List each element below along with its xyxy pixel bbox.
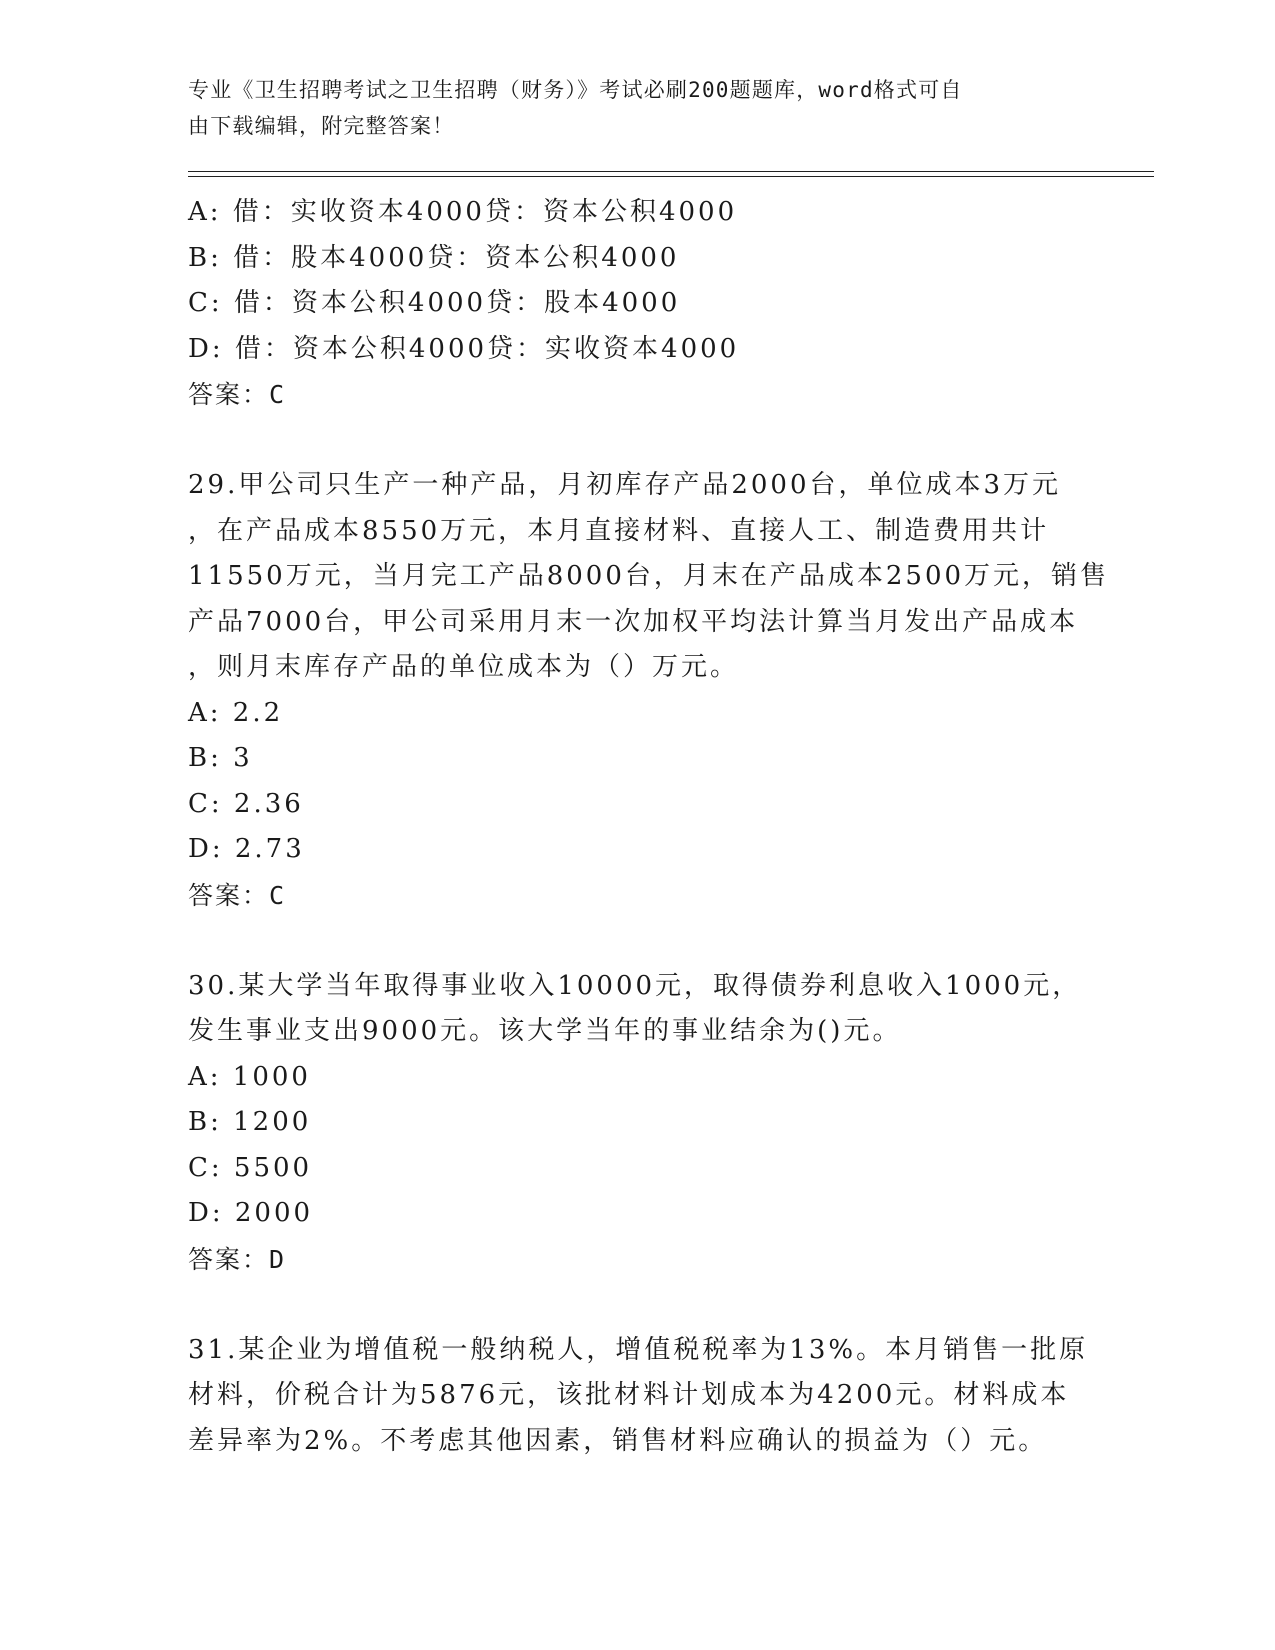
option-d: D: 2.73: [188, 834, 305, 864]
question-31: [188, 1328, 1088, 1465]
question-stem-line: ，在产品成本8550万元，本月直接材料、直接人工、制造费用共计: [188, 515, 1050, 546]
option-c: C: 2.36: [188, 788, 304, 819]
option-c: C: 5500: [188, 1152, 313, 1183]
question-30: [188, 964, 1088, 1283]
question-stem-line: 差异率为2%。不考虑其他因素，销售材料应确认的损益为（）元。: [188, 1425, 1048, 1456]
answer: 答案：C: [188, 380, 287, 409]
question-list: [188, 190, 1110, 1464]
question-28: [188, 190, 1088, 418]
answer: 答案：D: [188, 1244, 287, 1274]
option-a: A: 1000: [188, 1061, 311, 1092]
option-b: B: 借：股本4000贷：资本公积4000: [188, 242, 680, 273]
option-d: D: 借：资本公积4000贷：实收资本4000: [188, 333, 740, 364]
document-header: [188, 72, 1068, 144]
question-stem-line: 31.某企业为增值税一般纳税人，增值税税率为13%。本月销售一批原: [188, 1334, 1089, 1365]
question-stem-line: 11550万元，当月完工产品8000台，月末在产品成本2500万元，销售: [188, 561, 1110, 591]
question-stem-line: 30.某大学当年取得事业收入10000元，取得债券利息收入1000元，: [188, 970, 1082, 1001]
option-b: B: 1200: [188, 1107, 312, 1137]
header-line-1: 专业《卫生招聘考试之卫生招聘（财务）》考试必刷200题题库，word格式可自: [188, 78, 963, 102]
question-29: [188, 463, 1110, 918]
header-rule-bottom: [188, 176, 1154, 177]
question-stem-line: 材料，价税合计为5876元，该批材料计划成本为4200元。材料成本: [188, 1380, 1070, 1410]
question-stem-line: 产品7000台，甲公司采用月末一次加权平均法计算当月发出产品成本: [188, 606, 1079, 637]
answer: 答案：C: [188, 880, 287, 910]
option-d: D: 2000: [188, 1198, 314, 1228]
question-stem-line: 29.甲公司只生产一种产品，月初库存产品2000台，单位成本3万元: [188, 470, 1062, 500]
question-stem-line: 发生事业支出9000元。该大学当年的事业结余为()元。: [188, 1016, 902, 1046]
header-line-2: 由下载编辑，附完整答案！: [188, 114, 455, 138]
option-a: A: 2.2: [188, 697, 284, 728]
option-c: C: 借：资本公积4000贷：股本4000: [188, 288, 681, 318]
question-stem-line: ，则月末库存产品的单位成本为（）万元。: [188, 652, 740, 682]
option-b: B: 3: [188, 743, 253, 773]
option-a: A: 借：实收资本4000贷：资本公积4000: [188, 197, 738, 227]
header-rule-top: [188, 171, 1154, 172]
